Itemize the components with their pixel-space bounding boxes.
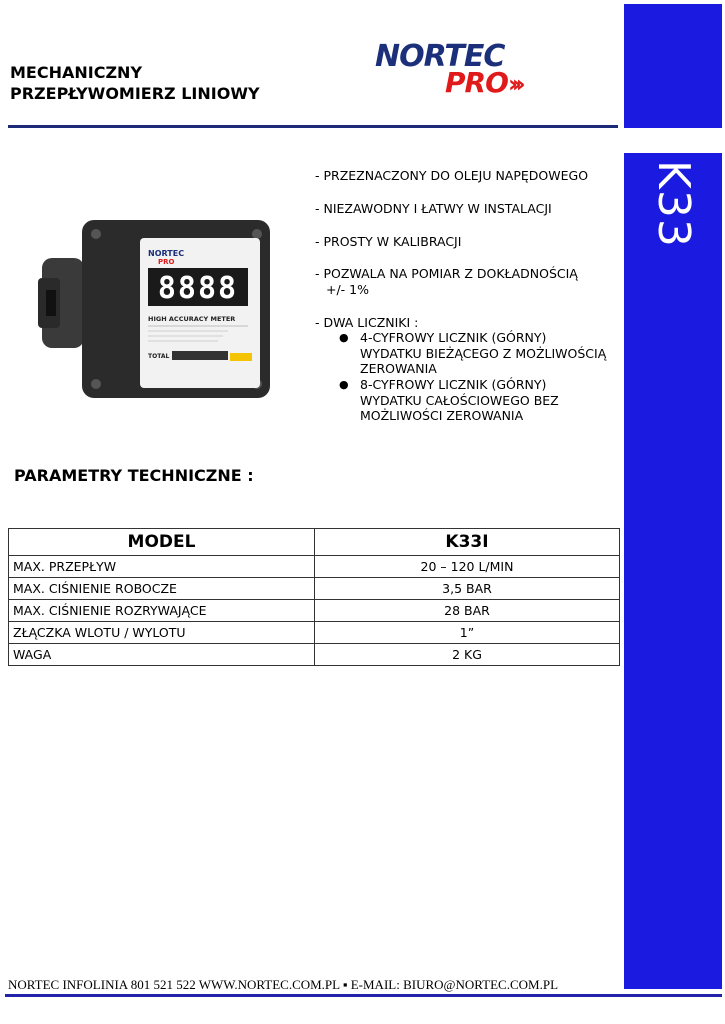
feature-text: POZWALA NA POMIAR Z DOKŁADNOŚCIĄ <box>323 266 578 281</box>
footer-rule <box>5 994 722 997</box>
page-title-line2: PRZEPŁYWOMIERZ LINIOWY <box>10 84 260 103</box>
feature-accuracy: +/- 1% <box>326 282 369 297</box>
table-header-cell: K33I <box>315 529 620 556</box>
param-value: 20 – 120 L/MIN <box>315 556 620 578</box>
feature-item <box>315 315 615 331</box>
bullet-icon: ● <box>339 378 349 391</box>
feature-dash: - <box>315 234 324 249</box>
product-code-vertical: K33 <box>648 160 699 248</box>
feature-text: DWA LICZNIKI : <box>323 315 419 330</box>
param-value: 28 BAR <box>315 600 620 622</box>
screw-icon <box>91 229 101 239</box>
feature-text: PRZEZNACZONY DO OLEJU NAPĘDOWEGO <box>323 168 589 183</box>
feature-text: NIEZAWODNY I ŁATWY W INSTALACJI <box>323 201 552 216</box>
side-band <box>624 153 722 989</box>
spec-table <box>8 528 620 666</box>
param-name: MAX. CIŚNIENIE ROBOCZE <box>9 578 315 600</box>
table-row <box>9 578 620 600</box>
counter-digits: 8888 <box>157 271 239 306</box>
brand-logo <box>375 39 565 100</box>
section-title: PARAMETRY TECHNICZNE : <box>14 466 254 485</box>
bullet-icon: ● <box>339 331 349 344</box>
feature-dash: - <box>315 315 324 330</box>
footer-contact: NORTEC INFOLINIA 801 521 522 WWW.NORTEC.COM.PL ▪ E-MAIL: BIURO@NORTEC.COM.PL <box>8 977 559 992</box>
feature-text: PROSTY W KALIBRACJI <box>323 234 462 249</box>
logo-pro-text: PRO <box>445 66 508 99</box>
feature-dash: - <box>315 201 324 216</box>
face-brand-sub: PRO <box>158 258 175 266</box>
meter-inlet-bolt <box>46 290 56 316</box>
param-name: WAGA <box>9 644 315 666</box>
table-row <box>9 644 620 666</box>
param-value: 3,5 BAR <box>315 578 620 600</box>
feature-item <box>315 234 615 250</box>
param-value: 1” <box>315 622 620 644</box>
header-rule <box>8 125 618 128</box>
table-header-row <box>9 529 620 556</box>
table-row <box>9 600 620 622</box>
feature-item <box>315 201 615 217</box>
param-name: MAX. CIŚNIENIE ROZRYWAJĄCE <box>9 600 315 622</box>
screw-icon <box>91 379 101 389</box>
bullet-text: 8-CYFROWY LICZNIK (GÓRNY) WYDATKU CAŁOŚCIOWEGO BEZ MOŻLIWOŚCI ZEROWANIA <box>360 377 559 423</box>
bullet-text: 4-CYFROWY LICZNIK (GÓRNY) WYDATKU BIEŻĄCEGO Z MOŻLIWOŚCIĄ ZEROWANIA <box>360 330 607 376</box>
table-row <box>9 622 620 644</box>
feature-item <box>315 266 615 282</box>
logo-arrows-icon: ››› <box>508 70 520 98</box>
param-name: ZŁĄCZKA WLOTU / WYLOTU <box>9 622 315 644</box>
param-name: MAX. PRZEPŁYW <box>9 556 315 578</box>
meter-label: HIGH ACCURACY METER <box>148 315 236 323</box>
total-counter <box>172 351 228 360</box>
feature-dash: - <box>315 266 324 281</box>
warning-icon <box>230 353 252 361</box>
feature-dash: - <box>315 168 324 183</box>
table-header-cell: MODEL <box>9 529 315 556</box>
logo-nortec-text: NORTEC <box>375 39 505 74</box>
param-value: 2 KG <box>315 644 620 666</box>
product-image <box>38 218 278 400</box>
screw-icon <box>252 229 262 239</box>
side-band-top <box>624 4 722 128</box>
total-label: TOTAL <box>148 353 170 360</box>
feature-item <box>315 168 615 184</box>
face-brand: NORTEC <box>148 249 185 258</box>
page-title <box>10 62 330 104</box>
page-title-line1: MECHANICZNY <box>10 63 143 82</box>
table-row <box>9 556 620 578</box>
flow-meter-icon <box>38 218 278 400</box>
